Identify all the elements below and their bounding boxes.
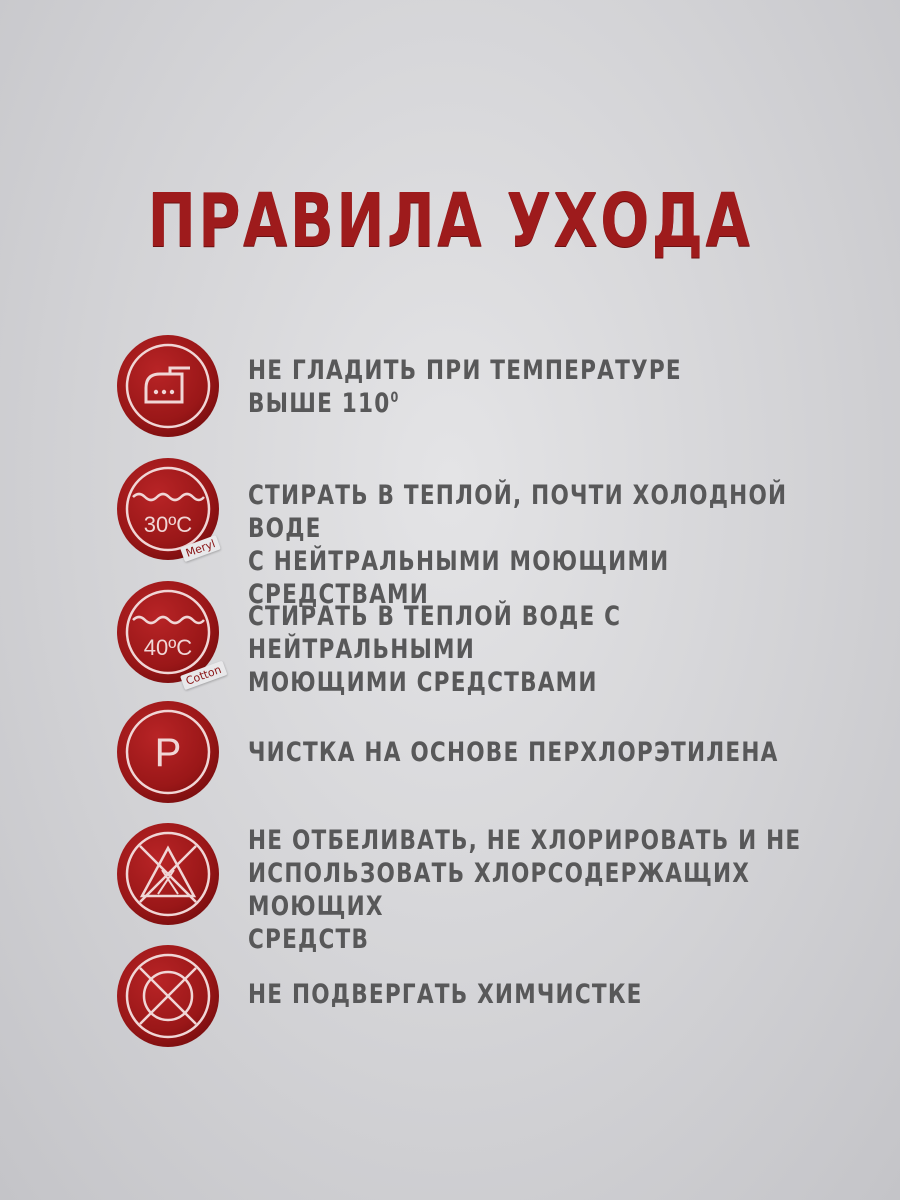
no-dry-clean-icon bbox=[116, 944, 220, 1048]
rule-text-line: НЕ ГЛАДИТЬ ПРИ ТЕМПЕРАТУРЕ bbox=[248, 355, 682, 386]
no-bleach-icon bbox=[116, 822, 220, 926]
rule-text-main: ВЫШЕ 110 bbox=[248, 388, 391, 419]
rule-text bbox=[248, 978, 824, 1011]
dry-clean-p-icon bbox=[116, 700, 220, 804]
dry-clean-letter: P bbox=[154, 731, 182, 775]
rule-item-no-dry-clean bbox=[0, 944, 900, 1054]
rule-text-line: СТИРАТЬ В ТЕПЛОЙ, ПОЧТИ ХОЛОДНОЙ ВОДЕ bbox=[248, 480, 788, 544]
fabric-tag: Cotton bbox=[180, 661, 227, 690]
page-title: ПРАВИЛА УХОДА bbox=[147, 178, 753, 264]
rule-text bbox=[248, 600, 824, 699]
iron-icon bbox=[116, 334, 220, 438]
rule-text bbox=[248, 354, 824, 420]
temperature-label: 30ºC bbox=[143, 512, 193, 537]
fabric-tag: Meryl bbox=[180, 535, 221, 562]
rule-text-line: С НЕЙТРАЛЬНЫМИ МОЮЩИМИ СРЕДСТВАМИ bbox=[248, 546, 670, 610]
rule-text-line: НЕ ОТБЕЛИВАТЬ, НЕ ХЛОРИРОВАТЬ И НЕ bbox=[248, 825, 802, 856]
rule-text bbox=[248, 824, 824, 956]
rule-item-dry-clean-p bbox=[0, 700, 900, 810]
temperature-label: 40ºC bbox=[143, 635, 193, 660]
degree-superscript: 0 bbox=[390, 390, 400, 406]
rule-text bbox=[248, 736, 824, 769]
rule-item-no-bleach bbox=[0, 822, 900, 955]
rule-text-line: МОЮЩИМИ СРЕДСТВАМИ bbox=[248, 667, 598, 698]
rule-text-line bbox=[248, 387, 824, 420]
rule-text-line: СТИРАТЬ В ТЕПЛОЙ ВОДЕ С НЕЙТРАЛЬНЫМИ bbox=[248, 601, 622, 665]
rule-text-line: СРЕДСТВ bbox=[248, 924, 370, 955]
rule-item-wash-30 bbox=[0, 457, 900, 610]
rule-text-line: ЧИСТКА НА ОСНОВЕ ПЕРХЛОРЭТИЛЕНА bbox=[248, 737, 779, 768]
rule-text-line: НЕ ПОДВЕРГАТЬ ХИМЧИСТКЕ bbox=[248, 979, 643, 1010]
rule-item-iron bbox=[0, 334, 900, 444]
rule-item-wash-40 bbox=[0, 580, 900, 698]
rule-text-line: ИСПОЛЬЗОВАТЬ ХЛОРСОДЕРЖАЩИХ МОЮЩИХ bbox=[248, 858, 751, 922]
